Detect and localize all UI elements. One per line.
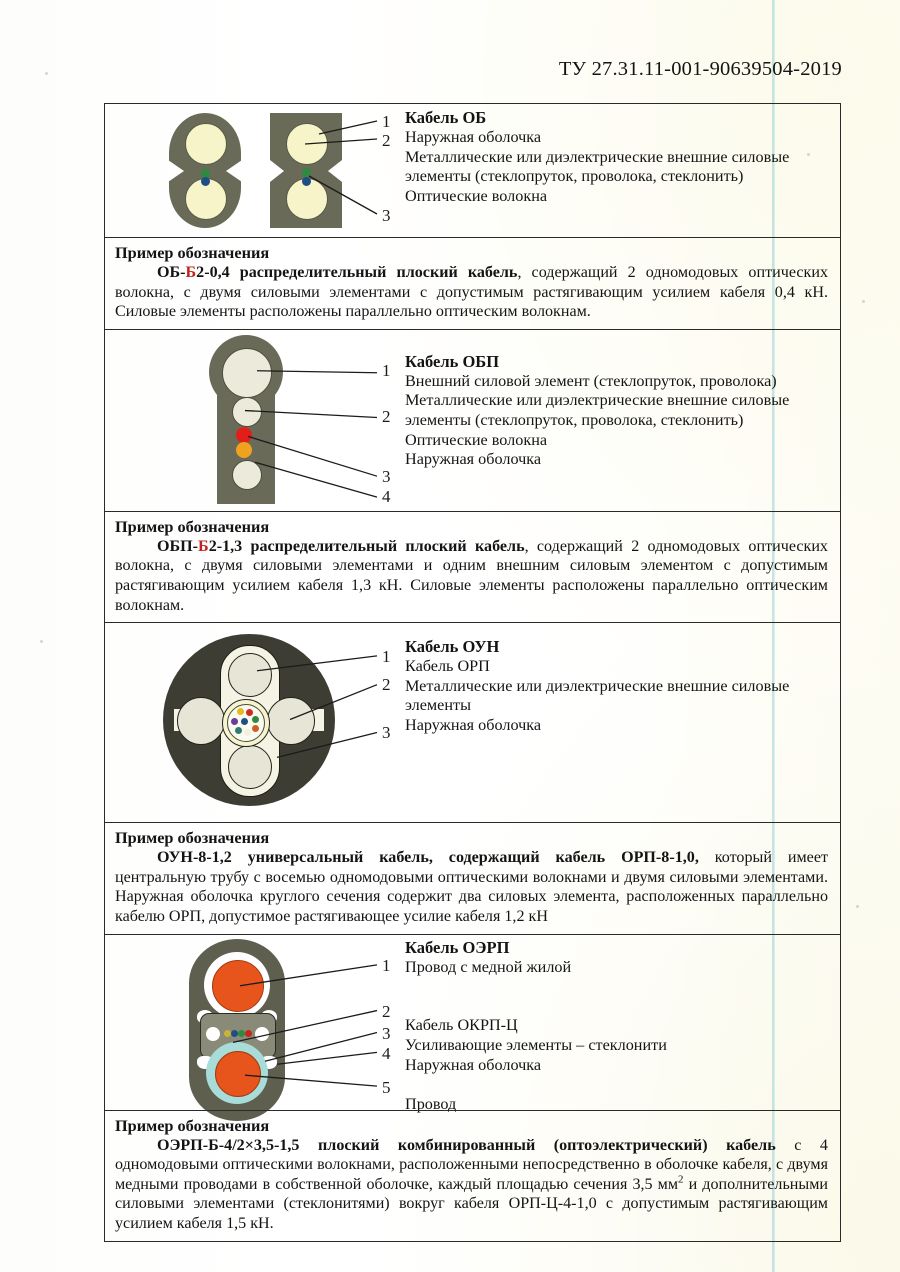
- caption-title-obp: Кабель ОБП: [405, 351, 500, 371]
- obp-bottom-cap: [217, 488, 275, 504]
- scan-speck: [862, 300, 865, 303]
- callout-number-oun-3: 3: [382, 723, 391, 743]
- example-text-oerp-a: с 4 одномодовыми оптическими волокнами, расположенными непосредственно в оболочке кабеля, с двумя медными проводами в собственной оболочке, каждый площадью сечения 3,5 мм: [115, 1136, 828, 1193]
- cable-oerp-caption-block: [405, 935, 840, 1119]
- example-code-ob-post: 2-0,4: [196, 264, 230, 281]
- oerp-fiber-blue: [231, 1030, 238, 1037]
- callout-number-obp-2: 2: [382, 406, 391, 426]
- ob-leader-lines: [105, 104, 405, 237]
- example-title-ob: Пример обозначения: [115, 243, 270, 262]
- callout-number-oerp-1: 1: [382, 955, 391, 975]
- cable-oun-caption-block: [405, 623, 840, 739]
- oerp-subcable-strength-right: [255, 1027, 269, 1041]
- callout-label-obp-3: Оптические волокна: [405, 430, 548, 449]
- example-code-obp-pre: ОБП-: [157, 537, 199, 555]
- example-text-oerp-b: и дополнительными силовыми элементами (стеклонитями) вокруг кабеля ОРП-Ц-4-1,0 с допустимым растягивающим усилием кабеля 1,5 кН.: [115, 1175, 829, 1232]
- oerp-copper-conductor-bottom: [215, 1051, 261, 1097]
- callout-number-oerp-4: 4: [382, 1043, 391, 1063]
- callout-number-ob-3: 3: [382, 206, 391, 225]
- example-title-oun: Пример обозначения: [115, 828, 270, 848]
- section-ob-figure-row: [105, 104, 840, 237]
- callout-label-ob-2: Металлические или диэлектрические внешние силовые элементы (стеклопруток, проволока, стеклонить): [405, 147, 790, 186]
- oerp-copper-conductor-top: [212, 960, 264, 1012]
- example-text-ob: , содержащий 2 одномодовых оптических волокна, с двумя силовыми элементами с допустимым растягивающим усилием кабеля 0,4 кН. Силовые элементы расположены параллельно оптическим волокнам.: [115, 264, 828, 321]
- callout-number-obp-1: 1: [382, 360, 391, 380]
- caption-spacer: [405, 997, 830, 1017]
- callout-label-oerp-2: Кабель ОКРП-Ц: [405, 1016, 518, 1035]
- callout-label-obp-1: Внешний силовой элемент (стеклопруток, проволока): [405, 371, 777, 390]
- example-body-ob: [115, 263, 828, 322]
- section-oun-figure-row: [105, 622, 840, 822]
- cable-oerp-figure: [105, 935, 405, 1110]
- oerp-fiber-yellow: [224, 1030, 231, 1037]
- cable-oun-figure: [105, 623, 405, 822]
- callout-number-oerp-5: 5: [382, 1077, 391, 1097]
- section-oun-example-row: [105, 822, 840, 933]
- ob-optical-fiber-blue-left: [201, 177, 210, 186]
- callout-number-obp-4: 4: [382, 486, 391, 506]
- obp-strength-member-upper: [232, 397, 262, 427]
- ob-fiber-hole-top-left: [185, 123, 227, 165]
- section-ob-example-row: [105, 237, 840, 329]
- callout-label-oerp-5: Провод: [405, 1094, 457, 1113]
- example-body-oerp: [115, 1136, 828, 1234]
- example-body-obp: [115, 537, 828, 615]
- cable-obp-figure: [105, 330, 405, 511]
- callout-label-oerp-3: Усиливающие элементы – стеклонити: [405, 1035, 667, 1054]
- example-code-oun-tail: универсальный кабель, содержащий кабель ОРП-8-1,0,: [231, 849, 699, 867]
- example-text-obp: , содержащий 2 одномодовых оптических волокна, с двумя силовыми элементами и одним внешним силовым элементом с допустимым растягивающим усилием кабеля 1,3 кН. Силовые элементы расположены параллельно оптическим волокнам.: [115, 537, 828, 614]
- callout-label-oun-2: Металлические или диэлектрические внешние силовые элементы: [405, 676, 790, 715]
- caption-title-oun: Кабель ОУН: [405, 637, 500, 657]
- callout-label-oun-3: Наружная оболочка: [405, 715, 542, 734]
- example-text-oun: который имеет центральную трубу с восемью одномодовыми оптическими волокнами и двумя силовыми элементами. Наружная оболочка круглого сечения содержит два силовых элемента, расположенных параллельно кабелю ОРП, допустимое растягивающее усилие кабеля 1,2 кН: [115, 849, 829, 925]
- oerp-fiber-green: [238, 1030, 245, 1037]
- callout-number-oerp-2: 2: [382, 1001, 391, 1021]
- oun-strength-member-top: [228, 653, 272, 697]
- ob-optical-fiber-green-right: [302, 168, 311, 177]
- obp-external-strength-member: [222, 348, 272, 398]
- obp-strength-member-lower: [232, 460, 262, 490]
- callout-label-ob-1: Наружная оболочка: [405, 128, 542, 146]
- oun-external-strength-member-right: [267, 697, 315, 745]
- example-code-oun: ОУН-8-1,2: [157, 849, 232, 867]
- oun-external-strength-member-left: [177, 697, 225, 745]
- oun-strength-member-bottom: [228, 745, 272, 789]
- ob-fiber-hole-top-right: [286, 123, 328, 165]
- callout-number-ob-1: 1: [382, 112, 391, 131]
- example-text-oerp-superscript: 2: [678, 1173, 684, 1186]
- example-code-obp-red: Б: [198, 537, 209, 555]
- section-oerp-example-row: [105, 1110, 840, 1241]
- ob-optical-fiber-blue-right: [302, 177, 311, 186]
- example-code-ob-tail: распределительный плоский кабель: [229, 264, 518, 281]
- cable-ob-figure: [105, 104, 405, 237]
- callout-number-oerp-3: 3: [382, 1023, 391, 1043]
- section-obp-example-row: [105, 511, 840, 622]
- callout-label-oerp-4: Наружная оболочка: [405, 1055, 542, 1074]
- example-body-oun: [115, 848, 828, 926]
- callout-number-obp-3: 3: [382, 466, 391, 486]
- cable-obp-caption-block: [405, 330, 840, 474]
- example-code-obp-tail: распределительный плоский кабель: [242, 537, 525, 555]
- section-obp-figure-row: [105, 329, 840, 511]
- cable-specification-table: [104, 103, 841, 1242]
- oerp-fiber-red: [245, 1030, 252, 1037]
- scan-speck: [856, 905, 859, 908]
- callout-number-oun-1: 1: [382, 647, 391, 667]
- example-code-obp-post: 2-1,3: [208, 537, 243, 555]
- section-oerp-figure-row: [105, 934, 840, 1113]
- caption-title-ob: Кабель ОБ: [405, 108, 487, 127]
- example-code-oerp: ОЭРП-Б-4/2×3,5-1,5: [157, 1136, 300, 1154]
- obp-optical-fiber-red: [236, 427, 252, 443]
- cable-ob-caption-block: [405, 104, 840, 210]
- oerp-subcable-strength-left: [206, 1027, 220, 1041]
- obp-optical-fiber-orange: [236, 442, 252, 458]
- document-code-header: ТУ 27.31.11-001-90639504-2019: [558, 58, 842, 80]
- callout-label-obp-4: Наружная оболочка: [405, 450, 542, 469]
- example-title-obp: Пример обозначения: [115, 516, 270, 536]
- callout-label-oun-1: Кабель ОРП: [405, 657, 490, 676]
- callout-label-ob-3: Оптические волокна: [405, 186, 548, 205]
- example-code-oerp-tail: плоский комбинированный (оптоэлектрический) кабель: [299, 1136, 776, 1154]
- example-code-ob-pre: ОБ-: [157, 264, 186, 281]
- callout-label-oerp-1: Провод с медной жилой: [405, 957, 572, 976]
- caption-title-oerp: Кабель ОЭРП: [405, 937, 510, 957]
- callout-label-obp-2: Металлические или диэлектрические внешние силовые элементы (стеклопруток, проволока, стеклонить): [405, 391, 790, 429]
- callout-number-ob-2: 2: [382, 131, 391, 150]
- scan-speck: [40, 640, 43, 643]
- example-code-ob-red: Б: [185, 264, 197, 281]
- callout-number-oun-2: 2: [382, 675, 391, 695]
- caption-spacer: [405, 1075, 830, 1095]
- example-title-oerp: Пример обозначения: [115, 1115, 270, 1135]
- caption-spacer: [405, 977, 830, 997]
